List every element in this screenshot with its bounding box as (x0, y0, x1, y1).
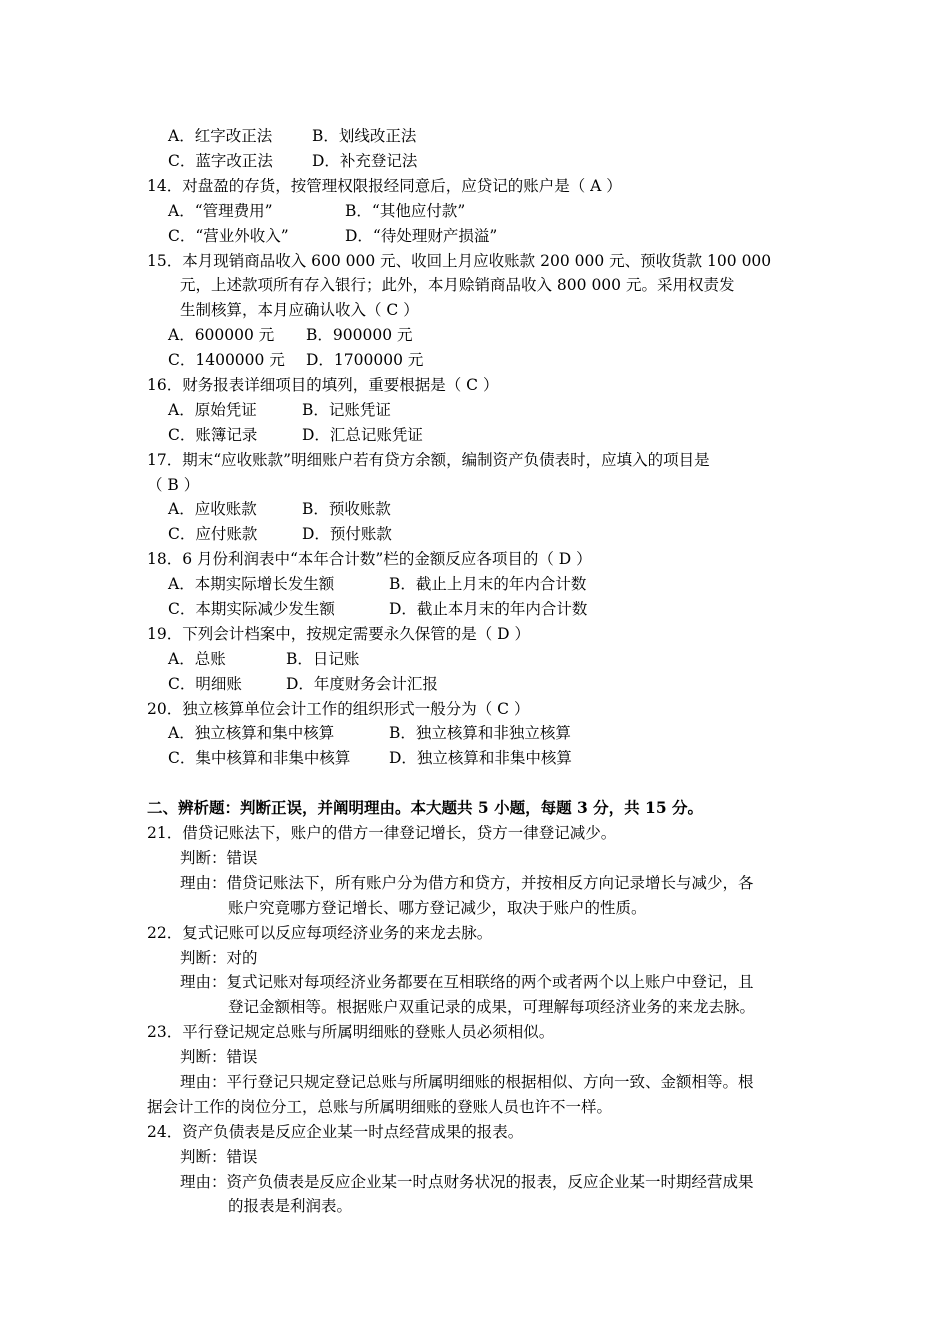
option-d: D．独立核算和非集中核算 (389, 749, 572, 767)
option-a: A．原始凭证 (168, 401, 257, 419)
option-a: A．独立核算和集中核算 (168, 724, 335, 742)
option-a: A．“管理费用” (168, 202, 273, 220)
judgement: 判断：错误 (180, 849, 258, 867)
option-c: C．本期实际减少发生额 (168, 600, 335, 618)
option-c: C．账簿记录 (168, 426, 258, 444)
question-stem: 17．期末“应收账款”明细账户若有贷方余额，编制资产负债表时，应填入的项目是 (147, 451, 710, 469)
option-a: A．总账 (168, 650, 226, 668)
question-stem: 16．财务报表详细项目的填列，重要根据是（ C ） (147, 376, 499, 394)
judgement: 判断：错误 (180, 1048, 258, 1066)
option-a: A．600000 元 (168, 326, 275, 344)
option-a: A．本期实际增长发生额 (168, 575, 335, 593)
question-stem: 21．借贷记账法下，账户的借方一律登记增长，贷方一律登记减少。 (147, 824, 617, 842)
option-b: B．日记账 (286, 650, 360, 668)
question-stem: 22．复式记账可以反应每项经济业务的来龙去脉。 (147, 924, 493, 942)
option-d: D．截止本月末的年内合计数 (389, 600, 588, 618)
question-stem-continued: 生制核算，本月应确认收入（ C ） (180, 301, 419, 319)
option-c: C．明细账 (168, 675, 242, 693)
option-c: C．蓝字改正法 (168, 152, 273, 170)
option-d: D．1700000 元 (306, 351, 424, 369)
reason-continued: 据会计工作的岗位分工，总账与所属明细账的登账人员也许不一样。 (147, 1098, 613, 1116)
option-c: C．应付账款 (168, 525, 258, 543)
reason-continued: 的报表是利润表。 (228, 1197, 353, 1215)
option-c: C．集中核算和非集中核算 (168, 749, 351, 767)
option-b: B．划线改正法 (312, 127, 417, 145)
judgement: 判断：错误 (180, 1148, 258, 1166)
reason: 理由：平行登记只规定登记总账与所属明细账的根据相似、方向一致、金额相等。根 (180, 1073, 754, 1091)
question-stem-continued: （ B ） (147, 476, 200, 494)
option-c: C．“营业外收入” (168, 227, 289, 245)
reason-continued: 登记金额相等。根据账户双重记录的成果，可理解每项经济业务的来龙去脉。 (228, 998, 756, 1016)
question-stem-continued: 元，上述款项所有存入银行；此外，本月赊销商品收入 800 000 元。采用权责发 (180, 276, 735, 294)
option-d: D．“待处理财产损溢” (345, 227, 498, 245)
option-b: B．预收账款 (302, 500, 391, 518)
section-heading: 二、辨析题：判断正误，并阐明理由。本大题共 5 小题，每题 3 分，共 15 分。 (147, 798, 704, 817)
question-stem: 19．下列会计档案中，按规定需要永久保管的是（ D ） (147, 625, 531, 643)
option-b: B．独立核算和非独立核算 (389, 724, 571, 742)
option-b: B．900000 元 (306, 326, 413, 344)
option-a: A．应收账款 (168, 500, 257, 518)
option-d: D．汇总记账凭证 (302, 426, 423, 444)
reason: 理由：借贷记账法下，所有账户分为借方和贷方，并按相反方向记录增长与减少，各 (180, 874, 754, 892)
question-stem: 18．6 月份利润表中“本年合计数”栏的金额反应各项目的（ D ） (147, 550, 592, 568)
option-a: A．红字改正法 (168, 127, 273, 145)
option-b: B．“其他应付款” (345, 202, 466, 220)
reason-continued: 账户究竟哪方登记增长、哪方登记减少，取决于账户的性质。 (228, 899, 647, 917)
question-stem: 14．对盘盈的存货，按管理权限报经同意后，应贷记的账户是（ A ） (147, 177, 622, 195)
question-stem: 20．独立核算单位会计工作的组织形式一般分为（ C ） (147, 700, 530, 718)
option-c: C．1400000 元 (168, 351, 285, 369)
reason: 理由：复式记账对每项经济业务都要在互相联络的两个或者两个以上账户中登记，且 (180, 973, 754, 991)
option-d: D．预付账款 (302, 525, 392, 543)
option-d: D．年度财务会计汇报 (286, 675, 438, 693)
question-stem: 24．资产负债表是反应企业某一时点经营成果的报表。 (147, 1123, 524, 1141)
option-b: B．记账凭证 (302, 401, 391, 419)
question-stem: 23．平行登记规定总账与所属明细账的登账人员必须相似。 (147, 1023, 555, 1041)
option-d: D．补充登记法 (312, 152, 418, 170)
question-stem: 15．本月现销商品收入 600 000 元、收回上月应收账款 200 000 元、预收货款 100 000 (147, 252, 772, 270)
option-b: B．截止上月末的年内合计数 (389, 575, 587, 593)
judgement: 判断：对的 (180, 949, 258, 967)
reason: 理由：资产负债表是反应企业某一时点财务状况的报表，反应企业某一时期经营成果 (180, 1173, 754, 1191)
